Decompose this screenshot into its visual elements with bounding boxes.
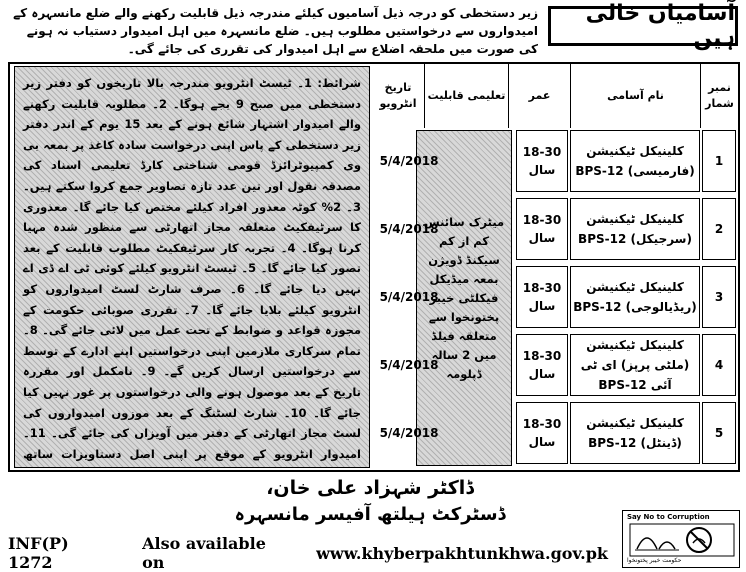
signature-block <box>120 474 620 534</box>
row-post <box>570 266 700 328</box>
row-interview-date: 5/4/2018 <box>379 426 439 440</box>
kp-government-logo <box>622 510 740 568</box>
header-interview: تاریخ انٹرویو <box>379 81 417 110</box>
age-range: 18-30 <box>522 145 562 159</box>
logo-caption: حکومت خیبر پختونخوا <box>627 557 682 564</box>
age-range: 18-30 <box>522 213 562 227</box>
header-number: نمبر شمار <box>700 64 738 128</box>
row-number: 4 <box>702 334 736 396</box>
post-grade: (ڈینٹل) BPS-12 <box>588 436 682 450</box>
row-number: 1 <box>702 130 736 192</box>
header-qualification: تعلیمی قابلیت <box>424 64 508 128</box>
row-age <box>516 266 568 328</box>
post-grade: (فارمیسی) BPS-12 <box>575 164 695 178</box>
anti-corruption-emblem-icon <box>629 523 735 557</box>
header-post: نام آسامی <box>570 64 700 128</box>
post-title: کلینیکل ٹیکنیشن <box>586 212 684 226</box>
row-age <box>516 130 568 192</box>
post-grade: (ریڈیالوجی) BPS-12 <box>573 300 697 314</box>
row-interview-date: 5/4/2018 <box>379 222 439 236</box>
row-post <box>570 198 700 260</box>
publication-line <box>8 534 608 572</box>
row-interview-date: 5/4/2018 <box>379 358 439 372</box>
age-unit: سال <box>528 435 556 449</box>
logo-slogan: Say No to Corruption <box>627 513 710 521</box>
row-post <box>570 334 700 396</box>
age-unit: سال <box>528 299 556 313</box>
available-on-label: Also available on <box>142 534 266 572</box>
row-interview-date: 5/4/2018 <box>379 290 439 304</box>
officer-designation: ڈسٹرکٹ ہیلتھ آفیسر مانسہرہ <box>234 504 506 525</box>
qualification-cell: میٹرک سائنس کم از کم سیکنڈ ڈویژن بمعہ میڈیکل فیکلٹی خیبر پختونخوا سے متعلقہ فیلڈ میں 2 سالہ ڈپلومہ <box>416 130 512 466</box>
row-post <box>570 130 700 192</box>
inf-number: INF(P) 1272 <box>8 534 69 572</box>
age-range: 18-30 <box>522 349 562 363</box>
post-title: کلینیکل ٹیکنیشن <box>586 338 684 352</box>
page-title: آسامیاں خالی ہیں <box>548 6 738 46</box>
row-number: 3 <box>702 266 736 328</box>
officer-name: ڈاکٹر شہزاد علی خان، <box>266 477 474 499</box>
age-unit: سال <box>528 163 556 177</box>
row-interview-date: 5/4/2018 <box>379 154 439 168</box>
row-age <box>516 334 568 396</box>
age-unit: سال <box>528 231 556 245</box>
age-range: 18-30 <box>522 281 562 295</box>
intro-text: زیر دستخطی کو درجہ ذیل آسامیوں کیلئے مندرجہ ذیل قابلیت رکھنے والے ضلع مانسہرہ کے امیدواروں سے درخواستیں مطلوب ہیں۔ ضلع مانسہرہ میں اہل امیدوار دستیاب نہ ہونے کی صورت میں ملحقہ اضلاع سے اہل امیدوار کی تقرری کی جائے گی۔ <box>13 6 538 56</box>
row-post <box>570 402 700 464</box>
website-link[interactable]: www.khyberpakhtunkhwa.gov.pk <box>316 543 608 563</box>
age-unit: سال <box>528 367 556 381</box>
post-grade: (ملٹی پرپز) ای ٹی آئی BPS-12 <box>580 358 690 392</box>
post-grade: (سرجیکل) BPS-12 <box>578 232 692 246</box>
vacancy-table <box>8 62 740 472</box>
row-age <box>516 198 568 260</box>
row-number: 5 <box>702 402 736 464</box>
age-range: 18-30 <box>522 417 562 431</box>
post-title: کلینیکل ٹیکنیشن <box>586 416 684 430</box>
post-title: کلینیکل ٹیکنیشن <box>586 280 684 294</box>
post-title: کلینیکل ٹیکنیشن <box>586 144 684 158</box>
conditions-text: شرائط: 1۔ ٹیسٹ انٹرویو مندرجہ بالا تاریخوں کو دفتر زیر دستخطی میں صبح 9 بجے ہوگا۔ 2۔ مطلوبہ قابلیت رکھنے والے امیدوار اشتہار شائع ہونے کے بعد 15 یوم کے اندر دفتر زیر دستخطی کے پاس اپنی درخواست سادہ کاغذ پر بمعہ بی وی کمپیوٹرائزڈ قومی شناختی کارڈ تعلیمی اسناد کی مصدقہ نقول اور تین عدد تازہ تصاویر جمع کروا سکتے ہیں۔ 3۔ 2% کوٹہ معذور افراد کیلئے مختص کیا جائے گا۔ معذوری کا سرٹیفکیٹ متعلقہ مجاز اتھارٹی سے منظور شدہ مہیا کرنا ہوگا۔ 4۔ تجربہ کار سرٹیفکیٹ مطلوب قابلیت کے بعد تصور کیا جائے گا۔ 5۔ ٹیسٹ انٹرویو کیلئے کوئی ٹی اے ڈی اے نہیں دیا جائے گا۔ 6۔ صرف شارٹ لسٹ امیدواروں کو انٹرویو کیلئے بلایا جائے گا۔ 7۔ تقرری صوبائی حکومت کے مجوزہ قواعد و ضوابط کے تحت عمل میں لائی جائے گی۔ 8۔ تمام سرکاری ملازمین اپنی درخواستیں اپنے ادارے کے توسط سے درخواستیں ارسال کریں گے۔ 9۔ نامکمل اور مقررہ تاریخ کے بعد موصول ہونے والی درخواستوں پر غور نہیں کیا جائے گا۔ 10۔ شارٹ لسٹنگ کے بعد موزوں امیدواروں کی لسٹ مجاز اتھارٹی کے دفتر میں آویزاں کی جائے گی۔ 11۔ امیدوار انٹرویو کے موقع پر اپنی اصل دستاویزات ساتھ <box>14 66 370 468</box>
header-age: عمر <box>508 64 570 128</box>
row-number: 2 <box>702 198 736 260</box>
row-age <box>516 402 568 464</box>
